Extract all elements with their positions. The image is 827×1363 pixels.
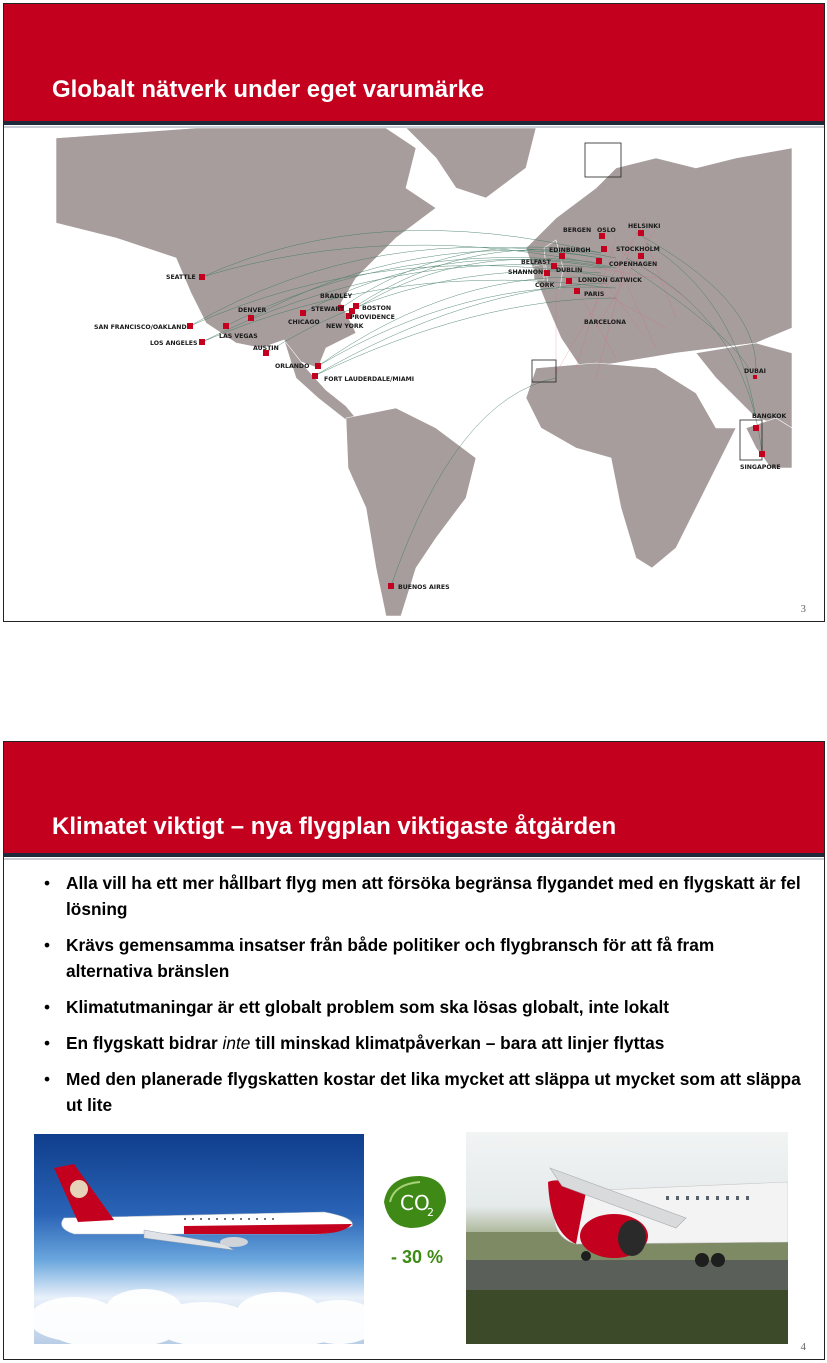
bullet-text: till minskad klimatpåverkan – bara att linjer flyttas [250, 1033, 665, 1053]
slide-title: Globalt nätverk under eget varumärke [52, 76, 485, 103]
city-label: NEW YORK [326, 323, 364, 330]
svg-text:2: 2 [427, 1206, 434, 1219]
city-label: DUBAI [744, 368, 766, 375]
page-number: 4 [800, 1341, 806, 1353]
bullet-item: • Med den planerade flygskatten kostar det lika mycket att släppa ut mycket som att släppa ut lite [42, 1066, 802, 1118]
bullet-item [42, 1030, 802, 1056]
city-label: BARCELONA [584, 319, 626, 326]
slide-title: Klimatet viktigt – nya flygplan viktigaste åtgärden [52, 813, 617, 840]
co2-reduction-label: - 30 % [390, 1247, 444, 1267]
bullet-list [42, 870, 802, 1128]
city-label: EDINBURGH [549, 247, 591, 254]
city-label: SEATTLE [166, 274, 196, 281]
title-rule [4, 121, 824, 125]
slide-4 [3, 741, 825, 1360]
city-label: AUSTIN [253, 345, 279, 352]
bullet-item: • Klimatutmaningar är ett globalt problem som ska lösas globalt, inte lokalt [42, 994, 802, 1020]
slide-3 [3, 3, 825, 622]
city-label: DUBLIN [556, 267, 583, 274]
city-label: LOS ANGELES [150, 340, 198, 347]
emphasis-text: inte [222, 1033, 251, 1053]
city-label: SHANNON [508, 269, 544, 276]
city-label: LONDON GATWICK [578, 277, 642, 284]
city-label: HELSINKI [628, 223, 661, 230]
bullet-text: En flygskatt bidrar [66, 1033, 223, 1053]
city-label: SINGAPORE [740, 464, 781, 471]
city-label: OSLO [597, 227, 616, 234]
city-label: BERGEN [563, 227, 592, 234]
city-label: STOCKHOLM [616, 246, 660, 253]
page-number: 3 [800, 603, 806, 615]
airplane-sky-photo [34, 1134, 364, 1344]
city-label: BELFAST [521, 259, 551, 266]
airplane-runway-photo [466, 1132, 788, 1344]
city-label: PROVIDENCE [350, 314, 395, 321]
bullet-item: • Alla vill ha ett mer hållbart flyg men att försöka begränsa flygandet med en flygskatt är fel lösning [42, 870, 802, 922]
svg-text:CO: CO [400, 1191, 430, 1215]
city-label: BOSTON [362, 305, 392, 312]
city-label: FORT LAUDERDALE/MIAMI [324, 376, 415, 383]
city-label: BUENOS AIRES [398, 584, 450, 591]
city-label: BANGKOK [752, 413, 787, 420]
city-label: DENVER [238, 307, 267, 314]
city-label: CORK [535, 282, 555, 289]
co2-leaf-icon [380, 1172, 450, 1232]
title-rule [4, 853, 824, 857]
city-label: SAN FRANCISCO/OAKLAND [94, 324, 187, 331]
airplane-sky-illustration [34, 1134, 364, 1344]
city-label: STEWART [311, 306, 344, 313]
city-label: ORLANDO [275, 363, 310, 370]
city-label: BRADLEY [320, 293, 353, 300]
bullet-item: • Krävs gemensamma insatser från både politiker och flygbransch för att få fram alternativa bränslen [42, 932, 802, 984]
city-label: CHICAGO [288, 319, 320, 326]
city-label: PARIS [584, 291, 605, 298]
city-label: LAS VEGAS [219, 333, 258, 340]
title-rule-light [4, 858, 824, 860]
airplane-runway-illustration [466, 1132, 788, 1344]
route-map [56, 128, 792, 616]
city-label: COPENHAGEN [609, 261, 658, 268]
